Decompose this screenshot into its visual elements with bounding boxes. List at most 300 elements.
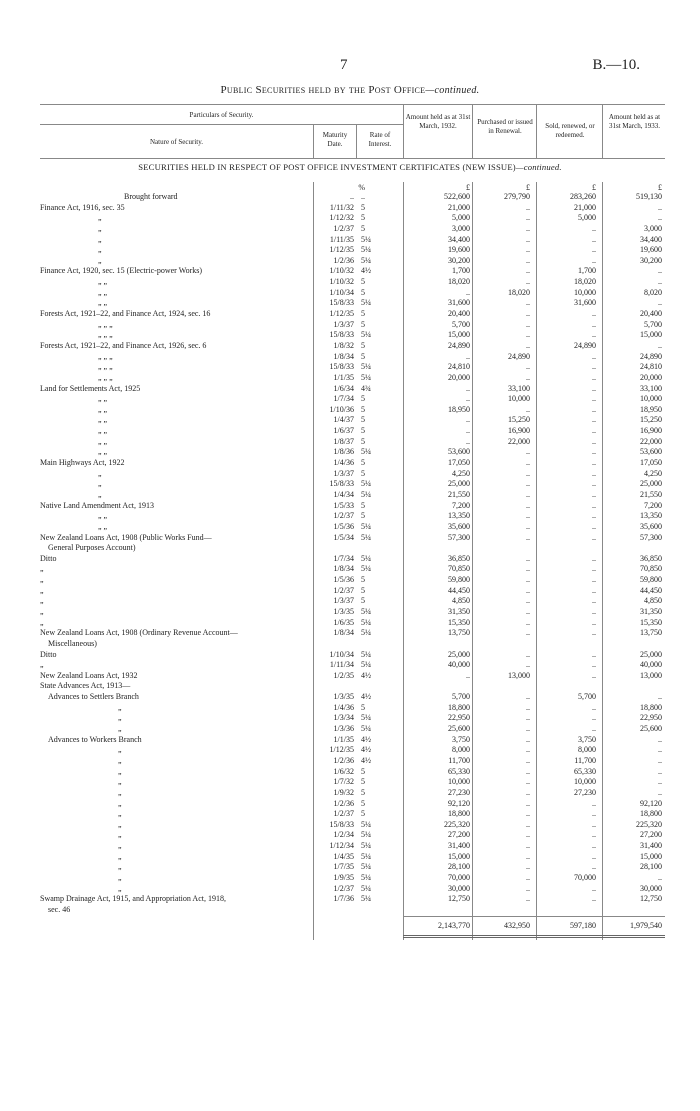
security-name: „: [118, 851, 122, 861]
purchased-amount: ..: [526, 692, 530, 702]
interest-rate: 5: [361, 319, 365, 329]
sold-amount: 5,700: [578, 692, 596, 702]
sold-amount: ..: [592, 596, 596, 606]
interest-rate: 5¼: [361, 479, 371, 489]
security-name: „ „: [98, 394, 108, 404]
amount-1933: 36,850: [640, 553, 662, 563]
maturity-date: 1/2/34: [333, 830, 354, 840]
security-name: „: [118, 745, 122, 755]
maturity-date: 1/3/36: [333, 724, 354, 734]
amount-1933: 13,750: [640, 628, 662, 638]
security-name: „ „: [98, 298, 108, 308]
amount-1933: 15,000: [640, 851, 662, 861]
security-name: „ „: [98, 511, 108, 521]
maturity-date: 1/8/34: [333, 564, 354, 574]
amount-1932: 225,320: [444, 819, 470, 829]
amount-1933: 18,950: [640, 404, 662, 414]
interest-rate: 5¼: [361, 532, 371, 542]
amount-1933: 20,400: [640, 309, 662, 319]
table-row: [0, 681, 700, 692]
table-row: [0, 341, 700, 352]
table-row: [0, 671, 700, 682]
amount-1932: 10,000: [448, 777, 470, 787]
interest-rate: 5: [361, 415, 365, 425]
purchased-amount: ..: [526, 362, 530, 372]
security-name: „: [40, 660, 44, 670]
table-row: [0, 501, 700, 512]
interest-rate: 4½: [361, 755, 371, 765]
table-row: [0, 352, 700, 363]
purchased-amount: 24,890: [508, 351, 530, 361]
amount-1933: 30,200: [640, 255, 662, 265]
amount-1932: 34,400: [448, 234, 470, 244]
amount-1932: 5,000: [452, 213, 470, 223]
maturity-date: 1/8/34: [333, 351, 354, 361]
security-name: „ „ „: [98, 372, 113, 382]
amount-1932: 18,020: [448, 277, 470, 287]
table-row: [0, 554, 700, 565]
amount-1932: ..: [466, 351, 470, 361]
table-row: [0, 543, 700, 554]
security-name: „: [40, 575, 44, 585]
table-row: [0, 650, 700, 661]
security-name: „: [98, 223, 102, 233]
amount-1932: ..: [466, 436, 470, 446]
interest-rate: 5: [361, 340, 365, 350]
pound-unit: £: [526, 183, 530, 192]
purchased-amount: ..: [526, 841, 530, 851]
sold-amount: 27,230: [574, 787, 596, 797]
amount-1932-header: Amount held as at 31st March, 1932.: [405, 113, 471, 130]
security-name: „: [118, 766, 122, 776]
amount-1933: 519,130: [636, 192, 662, 201]
amount-1933: 34,400: [640, 234, 662, 244]
table-row: [0, 788, 700, 799]
sold-amount: ..: [592, 628, 596, 638]
interest-rate: 4½: [361, 266, 371, 276]
amount-1933: 70,850: [640, 564, 662, 574]
security-name: „: [118, 713, 122, 723]
col-divider: [602, 104, 603, 158]
amount-1932: 44,450: [448, 585, 470, 595]
interest-rate: 5¼: [361, 330, 371, 340]
maturity-date: 1/2/36: [333, 755, 354, 765]
col-divider: [313, 124, 314, 158]
interest-rate: 5: [361, 426, 365, 436]
maturity-date: 1/6/35: [333, 617, 354, 627]
interest-rate: 5: [361, 213, 365, 223]
table-row: [0, 266, 700, 277]
purchased-amount: ..: [526, 202, 530, 212]
total-purchased: 432,950: [504, 921, 530, 930]
amount-1933: 225,320: [636, 819, 662, 829]
amount-1933: 15,000: [640, 330, 662, 340]
security-name: „ „ „: [98, 330, 113, 340]
maturity-date: 1/7/34: [333, 553, 354, 563]
security-name: Advances to Workers Branch: [48, 734, 142, 744]
maturity-date: 1/7/34: [333, 394, 354, 404]
sold-amount: 65,330: [574, 766, 596, 776]
sold-amount: ..: [592, 404, 596, 414]
amount-1932: 17,050: [448, 458, 470, 468]
maturity-date: 15/8/33: [329, 819, 354, 829]
amount-1933: 22,000: [640, 436, 662, 446]
amount-1933: 31,400: [640, 841, 662, 851]
table-row: [0, 841, 700, 852]
purchased-amount: ..: [526, 511, 530, 521]
maturity-date: 1/2/37: [333, 223, 354, 233]
maturity-date: 1/3/37: [333, 596, 354, 606]
table-row: [0, 511, 700, 522]
amount-1932: 3,000: [452, 223, 470, 233]
maturity-date: 1/5/36: [333, 575, 354, 585]
table-row: [0, 575, 700, 586]
sold-amount: ..: [592, 436, 596, 446]
maturity-date: 1/8/36: [333, 447, 354, 457]
table-row: [0, 469, 700, 480]
interest-rate: ..: [361, 192, 365, 201]
interest-rate: 5: [361, 575, 365, 585]
maturity-date: 1/5/33: [333, 500, 354, 510]
sold-amount: ..: [592, 309, 596, 319]
maturity-date: 1/2/37: [333, 809, 354, 819]
amount-1932: 57,300: [448, 532, 470, 542]
sold-amount: 10,000: [574, 287, 596, 297]
sold-amount: ..: [592, 649, 596, 659]
sold-amount: ..: [592, 447, 596, 457]
security-name: „: [40, 617, 44, 627]
amount-1933: 53,600: [640, 447, 662, 457]
amount-1933: 22,950: [640, 713, 662, 723]
section-title: [0, 162, 700, 172]
maturity-date: 1/4/35: [333, 851, 354, 861]
maturity-date: 1/2/35: [333, 670, 354, 680]
amount-1932: 11,700: [448, 755, 470, 765]
amount-1932: 22,950: [448, 713, 470, 723]
purchased-amount: ..: [526, 596, 530, 606]
amount-1933: 57,300: [640, 532, 662, 542]
purchased-amount: ..: [526, 575, 530, 585]
amount-1932: 18,950: [448, 404, 470, 414]
sold-amount: ..: [592, 883, 596, 893]
interest-rate: 5¼: [361, 521, 371, 531]
purchased-amount: ..: [526, 660, 530, 670]
purchased-amount: ..: [526, 266, 530, 276]
purchased-amount: ..: [526, 223, 530, 233]
purchased-amount: ..: [526, 755, 530, 765]
table-row: [0, 479, 700, 490]
amount-1933: 92,120: [640, 798, 662, 808]
sold-amount: ..: [592, 798, 596, 808]
interest-rate: 5: [361, 394, 365, 404]
interest-rate: 5¼: [361, 883, 371, 893]
security-name: „ „: [98, 447, 108, 457]
interest-rate: 5¼: [361, 628, 371, 638]
purchased-amount: ..: [526, 883, 530, 893]
security-name: „: [118, 702, 122, 712]
table-row: [0, 884, 700, 895]
interest-rate: 5: [361, 596, 365, 606]
interest-rate: 5¼: [361, 660, 371, 670]
total-top-rule: [403, 916, 665, 917]
security-name: „: [40, 606, 44, 616]
sold-amount: ..: [592, 245, 596, 255]
security-name: „: [40, 564, 44, 574]
amount-1932: 21,000: [448, 202, 470, 212]
maturity-date: 1/3/37: [333, 319, 354, 329]
security-name: „ „: [98, 277, 108, 287]
sold-amount: ..: [592, 724, 596, 734]
section-title-text: SECURITIES HELD IN RESPECT OF POST OFFICE INVESTMENT CERTIFICATES (NEW ISSUE): [138, 162, 516, 172]
sold-amount: ..: [592, 809, 596, 819]
amount-1933: ..: [658, 787, 662, 797]
sold-amount: ..: [592, 319, 596, 329]
interest-rate: 5: [361, 277, 365, 287]
interest-rate: 5: [361, 809, 365, 819]
maturity-date: 1/10/34: [329, 287, 354, 297]
sold-amount: 5,000: [578, 213, 596, 223]
interest-rate: 5: [361, 787, 365, 797]
sold-amount: ..: [592, 532, 596, 542]
table-row: [0, 415, 700, 426]
security-name: „: [98, 234, 102, 244]
amount-1933: 31,350: [640, 606, 662, 616]
amount-1932: 15,000: [448, 330, 470, 340]
table-row: [0, 894, 700, 905]
table-row: [0, 703, 700, 714]
maturity-date: 1/3/35: [333, 692, 354, 702]
table-row: [0, 756, 700, 767]
amount-1932: 13,750: [448, 628, 470, 638]
purchased-amount: ..: [526, 819, 530, 829]
title-suffix: —continued.: [425, 85, 480, 96]
amount-1932: 7,200: [452, 500, 470, 510]
sold-amount: ..: [592, 713, 596, 723]
sold-amount: ..: [592, 468, 596, 478]
amount-1932: 30,200: [448, 255, 470, 265]
purchased-amount: ..: [526, 606, 530, 616]
maturity-date: 1/4/36: [333, 458, 354, 468]
maturity-date: 1/11/35: [329, 234, 354, 244]
amount-1932: 8,000: [452, 745, 470, 755]
purchased-amount: ..: [526, 447, 530, 457]
amount-1932: 20,000: [448, 372, 470, 382]
amount-1932: ..: [466, 287, 470, 297]
maturity-date: 1/10/32: [329, 266, 354, 276]
security-name: Ditto: [40, 649, 57, 659]
amount-1933: 20,000: [640, 372, 662, 382]
purchased-amount: ..: [526, 277, 530, 287]
amount-1933: ..: [658, 298, 662, 308]
page-title: [0, 84, 700, 96]
security-name: New Zealand Loans Act, 1908 (Public Works Fund—: [40, 532, 212, 542]
security-name: „: [118, 755, 122, 765]
amount-1932: 30,000: [448, 883, 470, 893]
interest-rate: 5¼: [361, 362, 371, 372]
sold-amount: ..: [592, 234, 596, 244]
page-reference: B.—10.: [592, 57, 640, 73]
amount-1932: 59,800: [448, 575, 470, 585]
security-name: Ditto: [40, 553, 57, 563]
purchased-amount: ..: [526, 255, 530, 265]
security-name: „: [118, 787, 122, 797]
amount-1933: 27,200: [640, 830, 662, 840]
table-row: [0, 192, 700, 203]
sold-amount: ..: [592, 670, 596, 680]
maturity-date: 1/1/35: [333, 372, 354, 382]
amount-1933: 28,100: [640, 862, 662, 872]
amount-1932: 5,700: [452, 692, 470, 702]
interest-rate: 5: [361, 351, 365, 361]
table-row: [0, 245, 700, 256]
amount-1933: 15,250: [640, 415, 662, 425]
sold-amount: ..: [592, 255, 596, 265]
amount-1932: 70,850: [448, 564, 470, 574]
sold-amount: 18,020: [574, 277, 596, 287]
purchased-amount: ..: [526, 702, 530, 712]
table-row: [0, 809, 700, 820]
interest-rate: 5: [361, 223, 365, 233]
table-row: [0, 288, 700, 299]
security-name: „ „: [98, 287, 108, 297]
table-row: [0, 235, 700, 246]
amount-1933: 59,800: [640, 575, 662, 585]
interest-rate: 5¼: [361, 245, 371, 255]
security-name: „: [118, 798, 122, 808]
security-name: „: [118, 862, 122, 872]
sold-amount: ..: [592, 489, 596, 499]
security-name: „ „: [98, 404, 108, 414]
purchased-amount: ..: [526, 298, 530, 308]
security-name: Land for Settlements Act, 1925: [40, 383, 141, 393]
purchased-amount: 13,000: [508, 670, 530, 680]
security-name: Swamp Drainage Act, 1915, and Appropriation Act, 1918,: [40, 894, 226, 904]
purchased-amount: 22,000: [508, 436, 530, 446]
security-name: Brought forward: [124, 192, 178, 201]
purchased-amount: ..: [526, 894, 530, 904]
amount-1933: 25,000: [640, 479, 662, 489]
maturity-date: 1/10/34: [329, 649, 354, 659]
sold-amount: ..: [592, 383, 596, 393]
table-row: [0, 426, 700, 437]
security-name: „ „ „: [98, 351, 113, 361]
security-name: Main Highways Act, 1922: [40, 458, 125, 468]
security-name: „: [40, 585, 44, 595]
maturity-header: Maturity Date.: [322, 131, 348, 148]
table-row: [0, 852, 700, 863]
amount-1933: ..: [658, 692, 662, 702]
amount-1932: 27,230: [448, 787, 470, 797]
maturity-date: 1/5/34: [333, 532, 354, 542]
interest-rate: 5: [361, 287, 365, 297]
maturity-date: 1/12/35: [329, 245, 354, 255]
maturity-date: 1/10/36: [329, 404, 354, 414]
maturity-date: 1/8/37: [333, 436, 354, 446]
amount-1932: 31,600: [448, 298, 470, 308]
amount-1933: 25,600: [640, 724, 662, 734]
sold-amount: ..: [592, 330, 596, 340]
interest-rate: 5¼: [361, 617, 371, 627]
purchased-amount: ..: [526, 479, 530, 489]
maturity-date: 1/12/32: [329, 213, 354, 223]
amount-1933: 25,000: [640, 649, 662, 659]
purchased-amount: 18,020: [508, 287, 530, 297]
amount-1933: ..: [658, 745, 662, 755]
amount-1933: 30,000: [640, 883, 662, 893]
maturity-date: 1/6/37: [333, 426, 354, 436]
sold-amount: 24,890: [574, 340, 596, 350]
purchased-amount: ..: [526, 809, 530, 819]
amount-1933: 24,810: [640, 362, 662, 372]
interest-rate: 5¼: [361, 372, 371, 382]
security-name: Finance Act, 1920, sec. 15 (Electric-power Works): [40, 266, 203, 276]
interest-rate: 5¼: [361, 298, 371, 308]
purchased-amount: ..: [526, 319, 530, 329]
sold-amount: ..: [592, 426, 596, 436]
rate-unit: %: [358, 183, 365, 192]
particulars-header: Particulars of Security.: [189, 111, 254, 119]
interest-rate: 5: [361, 500, 365, 510]
total-amount-1932: 2,143,770: [438, 921, 470, 930]
amount-1932: 24,810: [448, 362, 470, 372]
amount-1932: 12,750: [448, 894, 470, 904]
purchased-amount: ..: [526, 777, 530, 787]
purchased-amount: 279,790: [504, 192, 530, 201]
purchased-amount: 16,900: [508, 426, 530, 436]
sold-amount: ..: [592, 894, 596, 904]
interest-rate: 5¼: [361, 553, 371, 563]
security-name: „: [98, 468, 102, 478]
security-name: „ „: [98, 426, 108, 436]
table-row: [0, 373, 700, 384]
interest-rate: 4½: [361, 692, 371, 702]
interest-rate: 5¼: [361, 606, 371, 616]
amount-1932: 25,000: [448, 479, 470, 489]
amount-1932: 31,350: [448, 606, 470, 616]
amount-1933: 17,050: [640, 458, 662, 468]
interest-rate: 5¼: [361, 649, 371, 659]
security-name: Finance Act, 1916, sec. 35: [40, 202, 125, 212]
sold-amount: ..: [592, 862, 596, 872]
purchased-amount: ..: [526, 521, 530, 531]
maturity-date: 1/2/37: [333, 585, 354, 595]
sold-amount: ..: [592, 819, 596, 829]
interest-rate: 4½: [361, 734, 371, 744]
security-name: „: [118, 724, 122, 734]
maturity-date: 1/9/35: [333, 873, 354, 882]
sold-amount: ..: [592, 606, 596, 616]
securities-table-body: [0, 192, 700, 916]
amount-1933: 12,750: [640, 894, 662, 904]
purchased-amount: ..: [526, 468, 530, 478]
sold-amount: ..: [592, 617, 596, 627]
table-row: [0, 298, 700, 309]
sold-amount: 1,700: [578, 266, 596, 276]
sold-amount: ..: [592, 500, 596, 510]
purchased-amount: ..: [526, 830, 530, 840]
security-name: Forests Act, 1921–22, and Finance Act, 1926, sec. 6: [40, 340, 207, 350]
totals-row: [0, 921, 700, 931]
maturity-date: 15/8/33: [329, 330, 354, 340]
table-row: [0, 660, 700, 671]
purchased-amount: ..: [526, 649, 530, 659]
amount-1933: ..: [658, 734, 662, 744]
security-name: „ „: [98, 521, 108, 531]
table-row: [0, 533, 700, 544]
amount-1932: 3,750: [452, 734, 470, 744]
interest-rate: 5¼: [361, 724, 371, 734]
sold-amount: ..: [592, 458, 596, 468]
